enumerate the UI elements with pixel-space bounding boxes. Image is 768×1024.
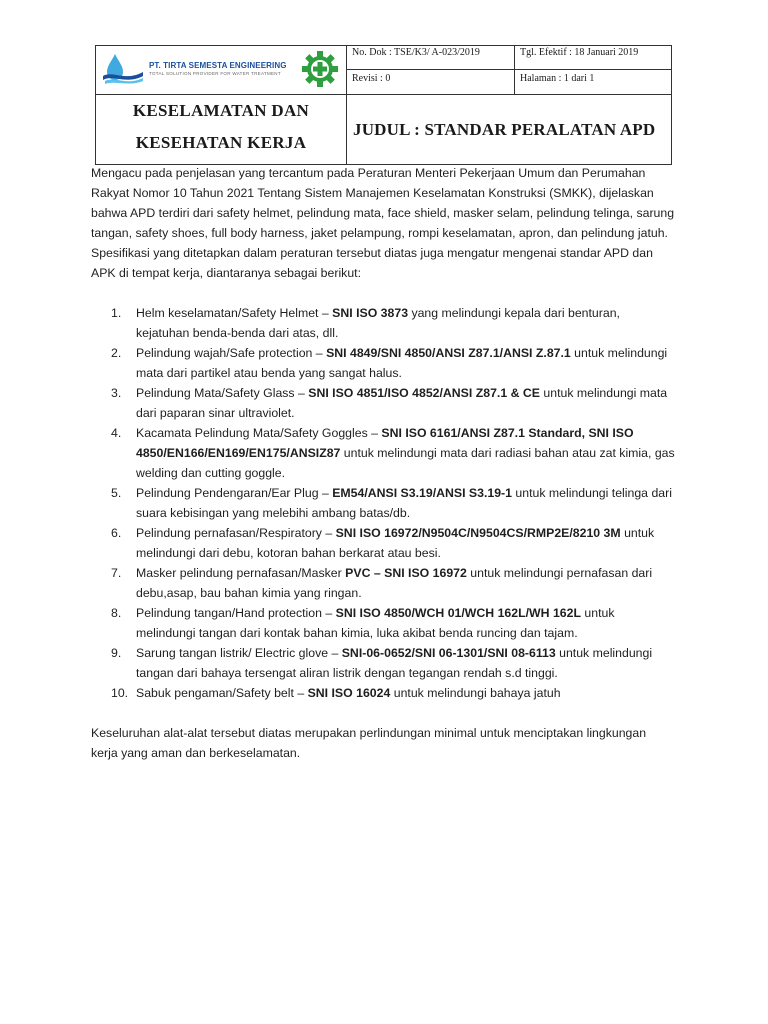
document-title: JUDUL : STANDAR PERALATAN APD bbox=[347, 94, 671, 165]
list-item-description: untuk melindungi mata dari paparan sinar ultraviolet. bbox=[136, 386, 668, 420]
list-item-description: untuk melindungi tangan dari bahaya tersengat aliran listrik dengan tegangan rendah s.d tinggi. bbox=[136, 646, 653, 680]
section-title-line2: KESEHATAN KERJA bbox=[135, 133, 307, 152]
list-item bbox=[91, 523, 676, 563]
list-item-description: untuk melindungi telinga dari suara kebisingan yang melebihi ambang batas/db. bbox=[136, 486, 672, 520]
effective-date: Tgl. Efektif : 18 Januari 2019 bbox=[520, 47, 639, 58]
company-name: PT. TIRTA SEMESTA ENGINEERING bbox=[149, 61, 287, 70]
revision-cell bbox=[347, 70, 515, 94]
list-item-number: 6. bbox=[111, 526, 122, 540]
list-item-number: 5. bbox=[111, 486, 122, 500]
revision: Revisi : 0 bbox=[352, 73, 391, 84]
list-item-description: untuk melindungi mata dari radiasi bahan atau zat kimia, gas welding dan cutting goggle. bbox=[136, 446, 675, 480]
list-item-text: Pelindung tangan/Hand protection – bbox=[136, 606, 336, 620]
list-item-number: 7. bbox=[111, 566, 122, 580]
list-item-number: 8. bbox=[111, 606, 122, 620]
section-title-line1: KESELAMATAN DAN bbox=[132, 101, 310, 120]
list-item bbox=[91, 483, 676, 523]
company-logo bbox=[101, 52, 341, 88]
list-item bbox=[91, 343, 676, 383]
intro-paragraph-2: Spesifikasi yang ditetapkan dalam peraturan tersebut diatas juga mengatur mengenai standar APD dan APK di tempat kerja, diantaranya sebagai berikut: bbox=[91, 246, 653, 280]
list-item-text: Sabuk pengaman/Safety belt – bbox=[136, 686, 308, 700]
apd-standard-list bbox=[91, 303, 676, 703]
list-item bbox=[91, 683, 676, 703]
closing-paragraph: Keseluruhan alat-alat tersebut diatas merupakan perlindungan minimal untuk menciptakan lingkungan kerja yang aman dan berkeselamatan. bbox=[91, 726, 647, 760]
effective-date-cell bbox=[515, 46, 671, 70]
page-cell bbox=[515, 70, 671, 94]
section-title bbox=[96, 94, 347, 165]
list-item-number: 9. bbox=[111, 646, 122, 660]
list-item-text: Pelindung pernafasan/Respiratory – bbox=[136, 526, 336, 540]
water-drop-icon bbox=[101, 52, 145, 86]
list-item-number: 4. bbox=[111, 426, 122, 440]
logo-cell bbox=[96, 46, 347, 94]
list-item bbox=[91, 383, 676, 423]
list-item-number: 2. bbox=[111, 346, 122, 360]
list-item-standard: SNI ISO 16024 bbox=[307, 686, 391, 700]
list-item-description: untuk melindungi tangan dari kontak bahan kimia, luka akibat benda runcing dan tajam. bbox=[136, 606, 615, 640]
document-header bbox=[95, 45, 672, 165]
list-item bbox=[91, 423, 676, 483]
list-item-description: untuk melindungi pernafasan dari debu,asap, bau bahan kimia yang ringan. bbox=[136, 566, 653, 600]
list-item-number: 3. bbox=[111, 386, 122, 400]
list-item-number: 10. bbox=[111, 686, 129, 700]
doc-number-cell bbox=[347, 46, 515, 70]
k3-cross-gear-icon bbox=[302, 51, 338, 87]
list-item-text: Masker pelindung pernafasan/Masker bbox=[136, 566, 346, 580]
page-count: Halaman : 1 dari 1 bbox=[520, 73, 595, 84]
list-item-text: Pelindung Pendengaran/Ear Plug – bbox=[136, 486, 333, 500]
list-item-standard: SNI-06-0652/SNI 06-1301/SNI 08-6113 bbox=[341, 646, 556, 660]
list-item-standard: EM54/ANSI S3.19/ANSI S3.19-1 bbox=[332, 486, 512, 500]
list-item-description: untuk melindungi dari debu, kotoran bahan berkarat atau besi. bbox=[136, 526, 655, 560]
list-item-description: untuk melindungi bahaya jatuh bbox=[390, 686, 561, 700]
list-item-description: yang melindungi kepala dari benturan, kejatuhan benda-benda dari atas, dll. bbox=[136, 306, 620, 340]
company-tagline: TOTAL SOLUTION PROVIDER FOR WATER TREATMENT bbox=[149, 71, 281, 76]
list-item-standard: PVC – SNI ISO 16972 bbox=[345, 566, 467, 580]
list-item bbox=[91, 563, 676, 603]
document-body bbox=[91, 163, 676, 763]
list-item-text: Pelindung Mata/Safety Glass – bbox=[136, 386, 309, 400]
list-item-text: Kacamata Pelindung Mata/Safety Goggles – bbox=[136, 426, 382, 440]
list-item-standard: SNI ISO 6161/ANSI Z87.1 Standard, SNI ISO 4850/EN166/EN169/EN175/ANSIZ87 bbox=[136, 426, 634, 460]
list-item-text: Pelindung wajah/Safe protection – bbox=[136, 346, 327, 360]
doc-number: No. Dok : TSE/K3/ A-023/2019 bbox=[352, 47, 480, 58]
list-item bbox=[91, 643, 676, 683]
list-item-standard: SNI 4849/SNI 4850/ANSI Z87.1/ANSI Z.87.1 bbox=[326, 346, 571, 360]
list-item-standard: SNI ISO 4850/WCH 01/WCH 162L/WH 162L bbox=[335, 606, 581, 620]
intro-paragraph-1: Mengacu pada penjelasan yang tercantum pada Peraturan Menteri Pekerjaan Umum dan Perumahan Rakyat Nomor 10 Tahun 2021 Tentang Sistem Manajemen Keselamatan Konstruksi (SMKK), dijelaskan bahwa APD terdiri dari safety helmet, pelindung mata, face shield, masker selam, pelindung telinga, sarung tangan, safety shoes, full body harness, jaket pelampung, rompi keselamatan, apron, dan pelindung jatuh. bbox=[91, 166, 675, 240]
list-item-standard: SNI ISO 16972/N9504C/N9504CS/RMP2E/8210 3M bbox=[335, 526, 621, 540]
list-item-standard: SNI ISO 3873 bbox=[332, 306, 409, 320]
list-item-number: 1. bbox=[111, 306, 122, 320]
list-item-standard: SNI ISO 4851/ISO 4852/ANSI Z87.1 & CE bbox=[308, 386, 540, 400]
list-item bbox=[91, 603, 676, 643]
list-item-description: untuk melindungi mata dari partikel atau benda yang sangat halus. bbox=[136, 346, 668, 380]
list-item-text: Sarung tangan listrik/ Electric glove – bbox=[136, 646, 342, 660]
list-item-text: Helm keselamatan/Safety Helmet – bbox=[136, 306, 333, 320]
list-item bbox=[91, 303, 676, 343]
